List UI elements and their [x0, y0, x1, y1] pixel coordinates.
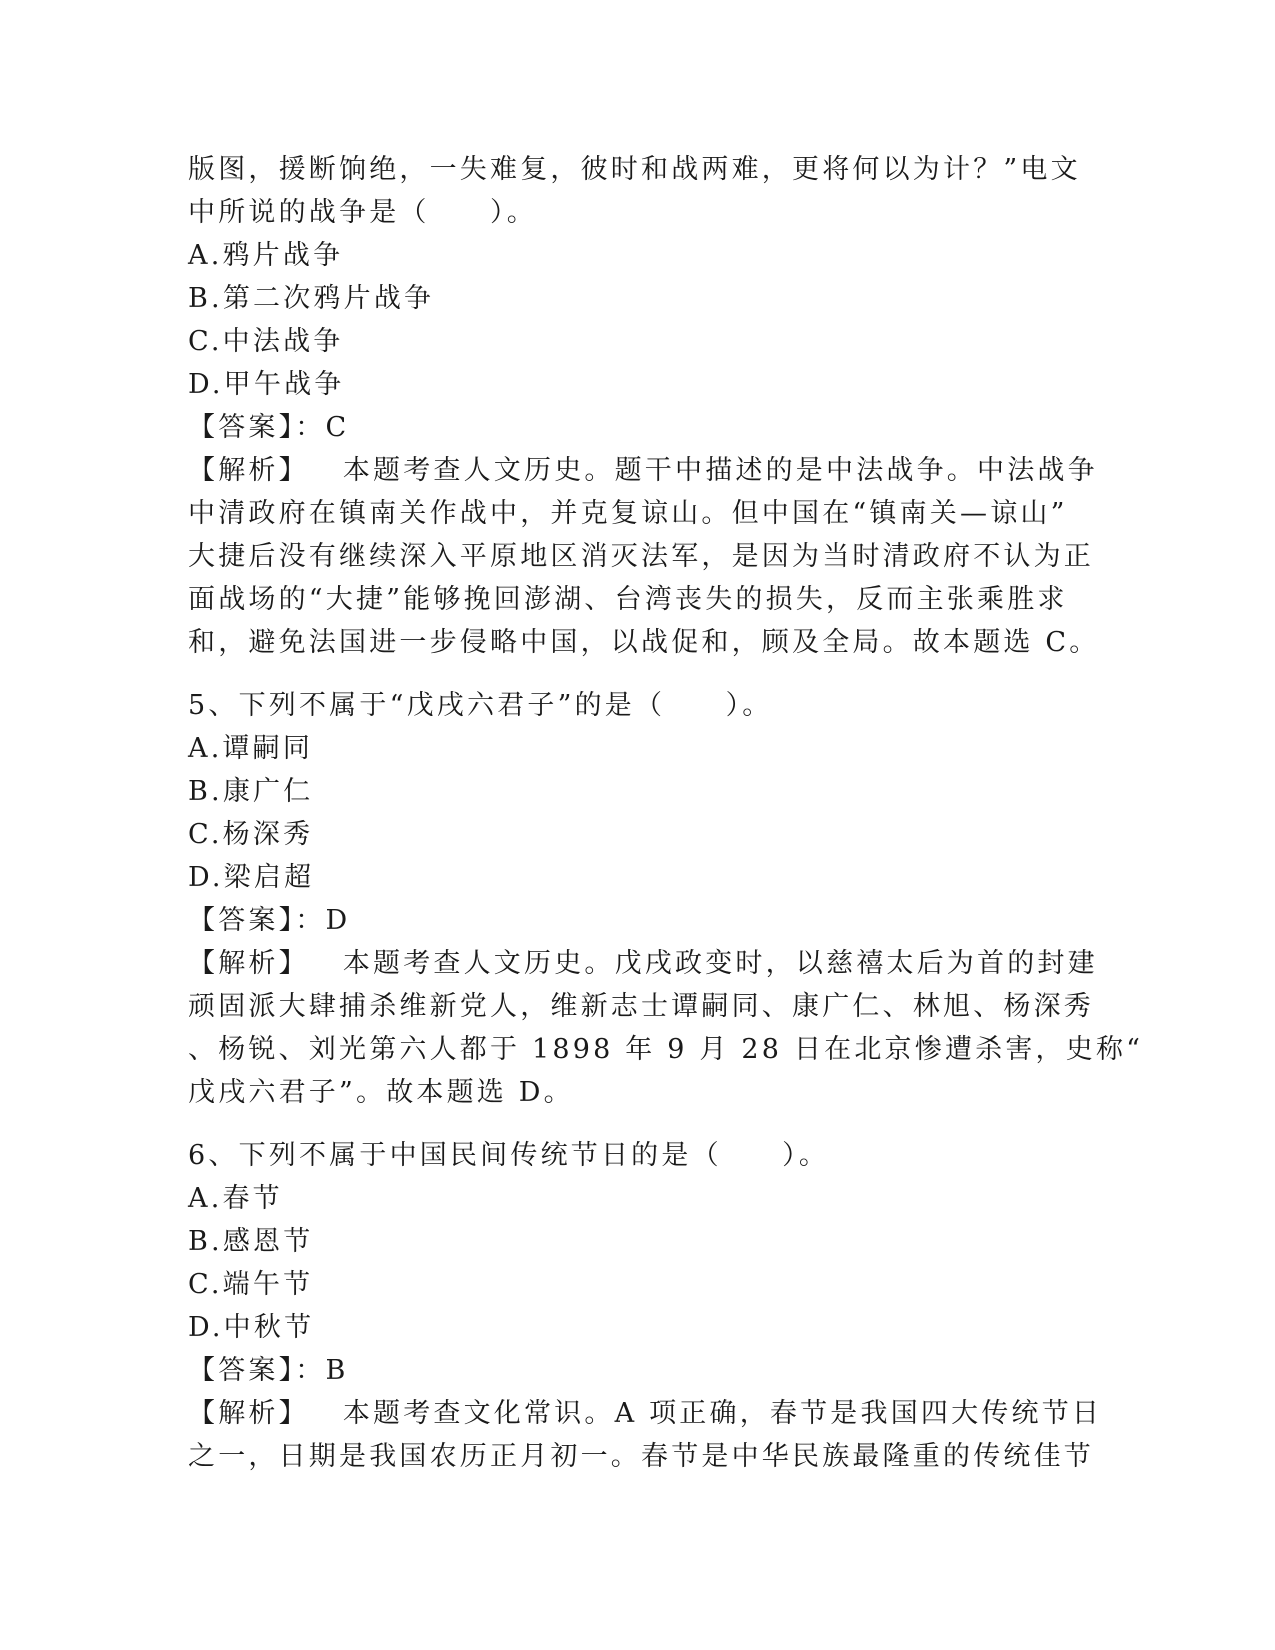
- question-4-stem-line-2: 中所说的战争是（ ）。: [188, 197, 537, 228]
- question-4-analysis-line-5: 和，避免法国进一步侵略中国，以战促和，顾及全局。故本题选 C。: [188, 627, 1100, 658]
- question-6-option-b: B.感恩节: [188, 1226, 314, 1257]
- question-4-answer: 【答案】：C: [188, 412, 350, 443]
- question-4-stem-line-1: 版图，援断饷绝，一失难复，彼时和战两难，更将何以为计？”电文: [188, 154, 1081, 185]
- question-6-stem: 6、下列不属于中国民间传统节日的是（ ）。: [188, 1140, 830, 1171]
- question-4-analysis-line-4: 面战场的“大捷”能够挽回澎湖、台湾丧失的损失，反而主张乘胜求: [188, 584, 1068, 615]
- question-4-option-a: A.鸦片战争: [188, 240, 344, 271]
- question-4-option-b: B.第二次鸦片战争: [188, 283, 435, 314]
- question-5-option-a: A.谭嗣同: [188, 733, 314, 764]
- question-5-analysis-line-1: [188, 942, 1098, 985]
- question-5-option-d: D.梁启超: [188, 862, 315, 893]
- question-6-option-c: C.端午节: [188, 1269, 314, 1300]
- question-5-answer: 【答案】：D: [188, 905, 351, 936]
- question-5-analysis-label: 【解析】: [188, 948, 309, 979]
- question-4-analysis-line-2: 中清政府在镇南关作战中，并克复谅山。但中国在“镇南关—谅山”: [188, 498, 1068, 529]
- question-4-option-d: D.甲午战争: [188, 369, 345, 400]
- spacer: [188, 1114, 1068, 1134]
- question-4-analysis-line-3: 大捷后没有继续深入平原地区消灭法军，是因为当时清政府不认为正: [188, 541, 1094, 572]
- question-4-analysis-label: 【解析】: [188, 455, 309, 486]
- question-4-analysis-text-1: 本题考查人文历史。题干中描述的是中法战争。中法战争: [342, 455, 1098, 486]
- question-5-analysis-line-2: 顽固派大肆捕杀维新党人，维新志士谭嗣同、康广仁、林旭、杨深秀: [188, 991, 1094, 1022]
- question-6-option-a: A.春节: [188, 1183, 283, 1214]
- question-6-answer: 【答案】：B: [188, 1355, 349, 1386]
- question-6-analysis-text-1: 本题考查文化常识。A 项正确，春节是我国四大传统节日: [342, 1398, 1103, 1429]
- question-5-analysis-text-1: 本题考查人文历史。戊戌政变时，以慈禧太后为首的封建: [342, 948, 1098, 979]
- question-6-analysis-line-1: [188, 1392, 1103, 1435]
- spacer: [188, 664, 1068, 684]
- question-6-option-d: D.中秋节: [188, 1312, 315, 1343]
- question-6-analysis-label: 【解析】: [188, 1398, 309, 1429]
- question-5-analysis-line-3: 、杨锐、刘光第六人都于 1898 年 9 月 28 日在北京惨遭杀害，史称“: [188, 1034, 1144, 1065]
- document-page: [188, 148, 1144, 1478]
- question-5-option-c: C.杨深秀: [188, 819, 314, 850]
- question-6-analysis-line-2: 之一，日期是我国农历正月初一。春节是中华民族最隆重的传统佳节: [188, 1441, 1094, 1472]
- question-5-option-b: B.康广仁: [188, 776, 314, 807]
- question-4-analysis-line-1: [188, 449, 1098, 492]
- question-4-option-c: C.中法战争: [188, 326, 344, 357]
- question-5-analysis-line-4: 戊戌六君子”。故本题选 D。: [188, 1077, 574, 1108]
- question-5-stem: 5、下列不属于“戊戌六君子”的是（ ）。: [188, 690, 773, 721]
